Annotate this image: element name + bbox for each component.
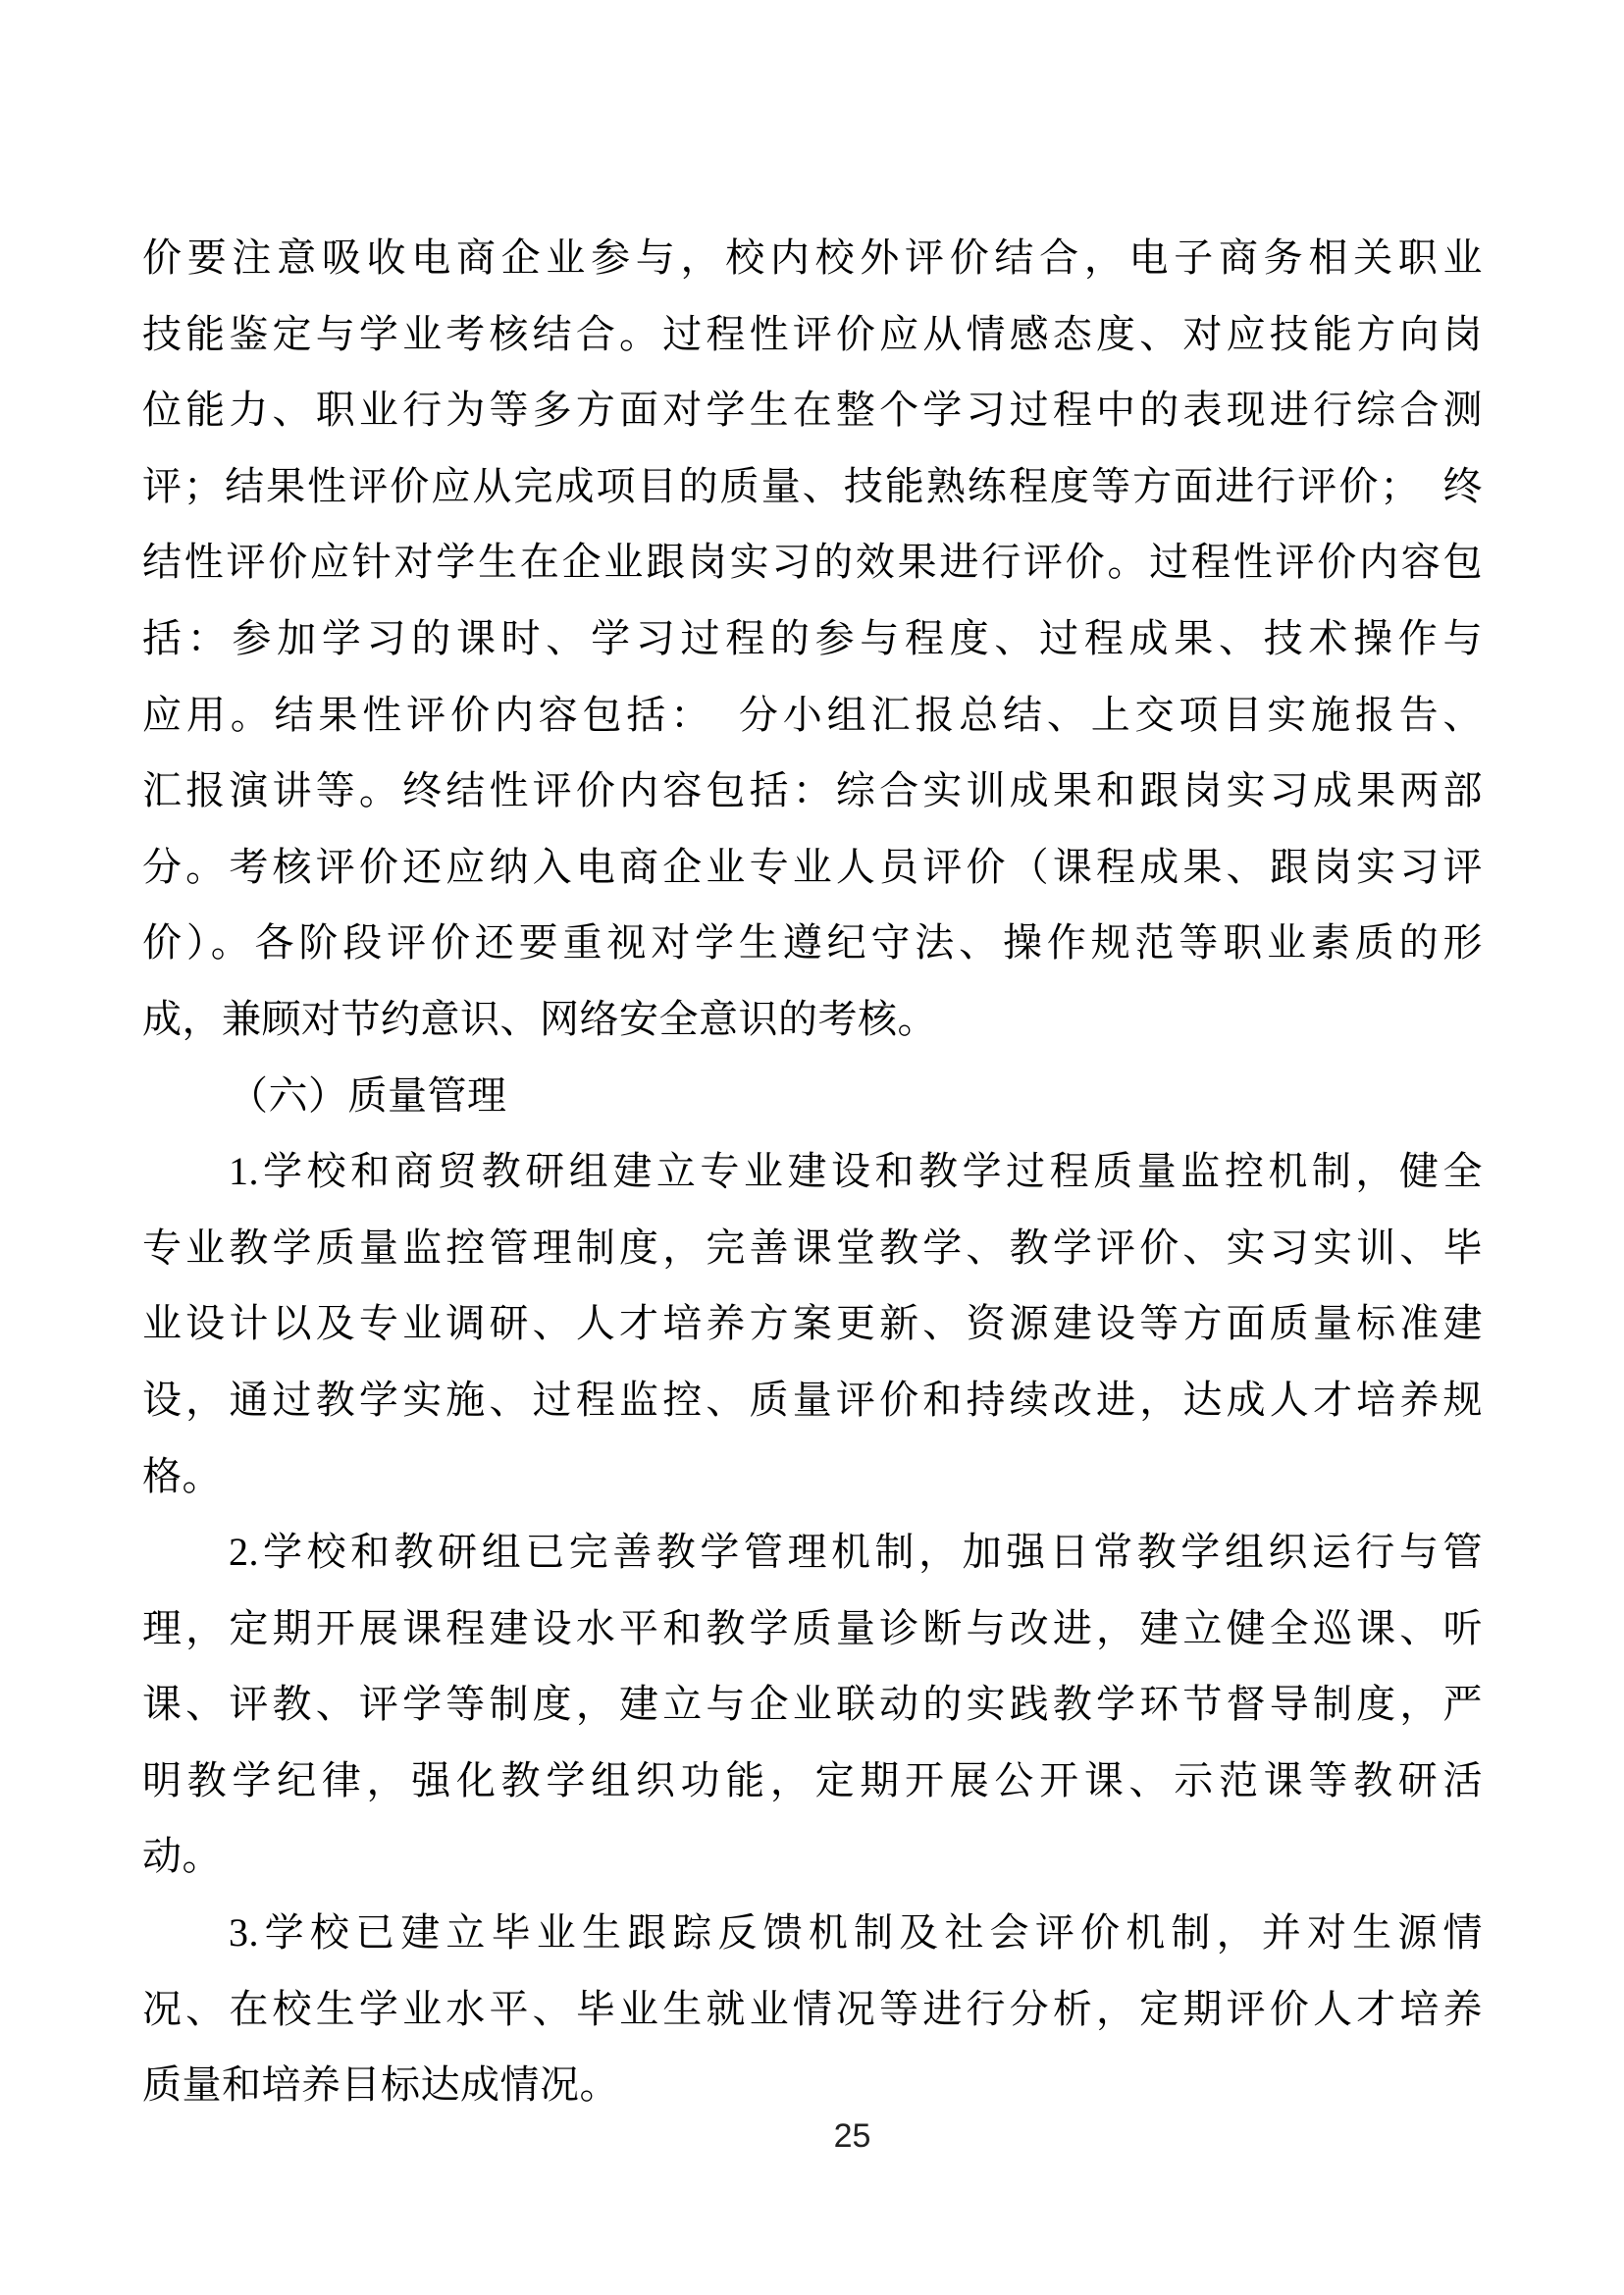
text-line: 理，定期开展课程建设水平和教学质量诊断与改进，建立健全巡课、听 [142, 1605, 1483, 1650]
text-line: 质量和培养目标达成情况。 [142, 2062, 619, 2108]
text-block [142, 220, 1483, 2123]
text-line: 1.学校和商贸教研组建立专业建设和教学过程质量监控机制，健全 [229, 1149, 1483, 1194]
text-line: 汇报演讲等。终结性评价内容包括：综合实训成果和跟岗实习成果两部 [142, 768, 1483, 813]
text-line: 应用。结果性评价内容包括： 分小组汇报总结、上交项目实施报告、 [142, 692, 1483, 737]
text-line: 价要注意吸收电商企业参与，校内校外评价结合，电子商务相关职业 [142, 235, 1483, 280]
text-line: 2.学校和教研组已完善教学管理机制，加强日常教学组织运行与管 [229, 1530, 1483, 1575]
text-line: 业设计以及专业调研、人才培养方案更新、资源建设等方面质量标准建 [142, 1301, 1483, 1346]
text-line: 况、在校生学业水平、毕业生就业情况等进行分析，定期评价人才培养 [142, 1986, 1483, 2031]
text-line: 明教学纪律，强化教学组织功能，定期开展公开课、示范课等教研活 [142, 1757, 1483, 1802]
text-line: 成，兼顾对节约意识、网络安全意识的考核。 [142, 996, 937, 1041]
text-line: 结性评价应针对学生在企业跟岗实习的效果进行评价。过程性评价内容包 [142, 540, 1483, 585]
text-line: 动。 [142, 1834, 222, 1879]
text-line: （六）质量管理 [229, 1072, 507, 1118]
text-line: 价）。各阶段评价还要重视对学生遵纪守法、操作规范等职业素质的形 [142, 920, 1483, 965]
text-line: 评；结果性评价应从完成项目的质量、技能熟练程度等方面进行评价； 终 [142, 463, 1483, 508]
page-footer [0, 2117, 1624, 2156]
text-line: 3.学校已建立毕业生跟踪反馈机制及社会评价机制，并对生源情 [229, 1910, 1483, 1956]
text-line: 括：参加学习的课时、学习过程的参与程度、过程成果、技术操作与 [142, 615, 1483, 660]
text-line: 位能力、职业行为等多方面对学生在整个学习过程中的表现进行综合测 [142, 388, 1483, 433]
text-line: 课、评教、评学等制度，建立与企业联动的实践教学环节督导制度，严 [142, 1682, 1483, 1727]
text-line: 专业教学质量监控管理制度，完善课堂教学、教学评价、实习实训、毕 [142, 1225, 1483, 1270]
text-line: 技能鉴定与学业考核结合。过程性评价应从情感态度、对应技能方向岗 [142, 311, 1483, 356]
text-line: 格。 [142, 1453, 222, 1498]
text-line: 分。考核评价还应纳入电商企业专业人员评价（课程成果、跟岗实习评 [142, 844, 1483, 889]
page-number: 25 [833, 2117, 871, 2155]
text-line: 设，通过教学实施、过程监控、质量评价和持续改进，达成人才培养规 [142, 1377, 1483, 1422]
